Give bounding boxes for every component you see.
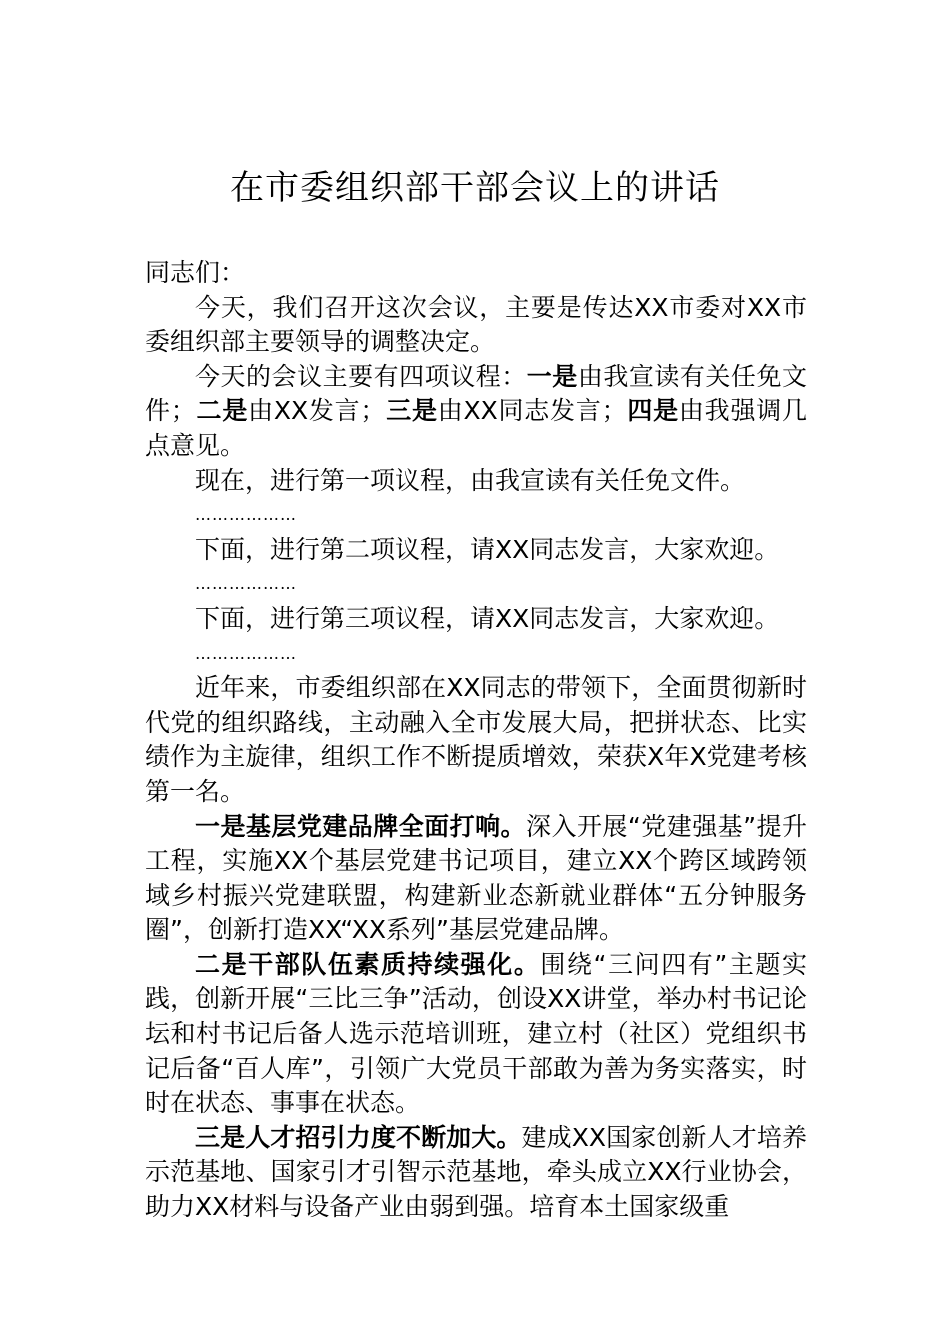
document-title: 在市委组织部干部会议上的讲话 bbox=[230, 168, 720, 208]
ellipsis-line: ……………… bbox=[195, 574, 297, 594]
paragraph-agenda-3: 下面，进行第三项议程，请XX同志发言，大家欢迎。 bbox=[195, 603, 780, 633]
paragraph-agenda-2: 下面，进行第二项议程，请XX同志发言，大家欢迎。 bbox=[195, 534, 780, 564]
paragraph-point-3 bbox=[145, 1121, 807, 1225]
point-2-text: 围绕“三问四有”主题实践，创新开展“三比三争”活动，创设XX讲堂，举办村书记论坛和村书记后备人选示范培训班，建立村（社区）党组织书记后备“百人库”，引领广大党员干部敢为善为务实落实，时时在状态、事事在状态。 bbox=[145, 949, 807, 1118]
agenda-item-1-lead: 一是 bbox=[526, 361, 578, 391]
point-2-lead: 二是干部队伍素质持续强化。 bbox=[195, 949, 541, 979]
greeting: 同志们： bbox=[145, 258, 246, 287]
paragraph-achievements: 近年来，市委组织部在XX同志的带领下，全面贯彻新时代党的组织路线，主动融入全市发展大局，把拼状态、比实绩作为主旋律，组织工作不断提质增效，荣获X年X党建考核第一名。 bbox=[145, 673, 807, 806]
agenda-intro: 今天的会议主要有四项议程： bbox=[195, 361, 527, 391]
agenda-item-3-lead: 三是 bbox=[385, 396, 438, 426]
agenda-item-1-text: 由我宣读有关任免文件； bbox=[145, 361, 807, 426]
agenda-item-3-text: 由XX同志发言； bbox=[437, 396, 627, 426]
point-3-lead: 三是人才招引力度不断加大。 bbox=[195, 1122, 522, 1152]
agenda-item-4-lead: 四是 bbox=[626, 396, 679, 426]
paragraph-point-2 bbox=[145, 948, 807, 1121]
paragraph-agenda-1: 现在，进行第一项议程，由我宣读有关任免文件。 bbox=[195, 465, 746, 495]
agenda-item-2-text: 由XX发言； bbox=[248, 396, 386, 426]
ellipsis-line: ……………… bbox=[195, 505, 297, 525]
paragraph-point-1 bbox=[145, 810, 807, 948]
point-1-text: 深入开展“党建强基”提升工程，实施XX个基层党建书记项目，建立XX个跨区域跨领域乡村振兴党建联盟，构建新业态新就业群体“五分钟服务圈”，创新打造XX“XX系列”基层党建品牌。 bbox=[145, 811, 807, 945]
paragraph-agenda bbox=[145, 360, 807, 464]
point-3-text: 建成XX国家创新人才培养示范基地、国家引才引智示范基地，牵头成立XX行业协会，助力XX材料与设备产业由弱到强。培育本土国家级重 bbox=[145, 1122, 807, 1222]
agenda-item-2-lead: 二是 bbox=[195, 396, 249, 426]
ellipsis-line: ……………… bbox=[195, 643, 297, 663]
paragraph-meeting-purpose: 今天，我们召开这次会议，主要是传达XX市委对XX市委组织部主要领导的调整决定。 bbox=[145, 292, 807, 357]
agenda-item-4-text: 由我强调几点意见。 bbox=[145, 396, 807, 460]
point-1-lead: 一是基层党建品牌全面打响。 bbox=[195, 811, 527, 841]
document-body bbox=[145, 256, 807, 1225]
